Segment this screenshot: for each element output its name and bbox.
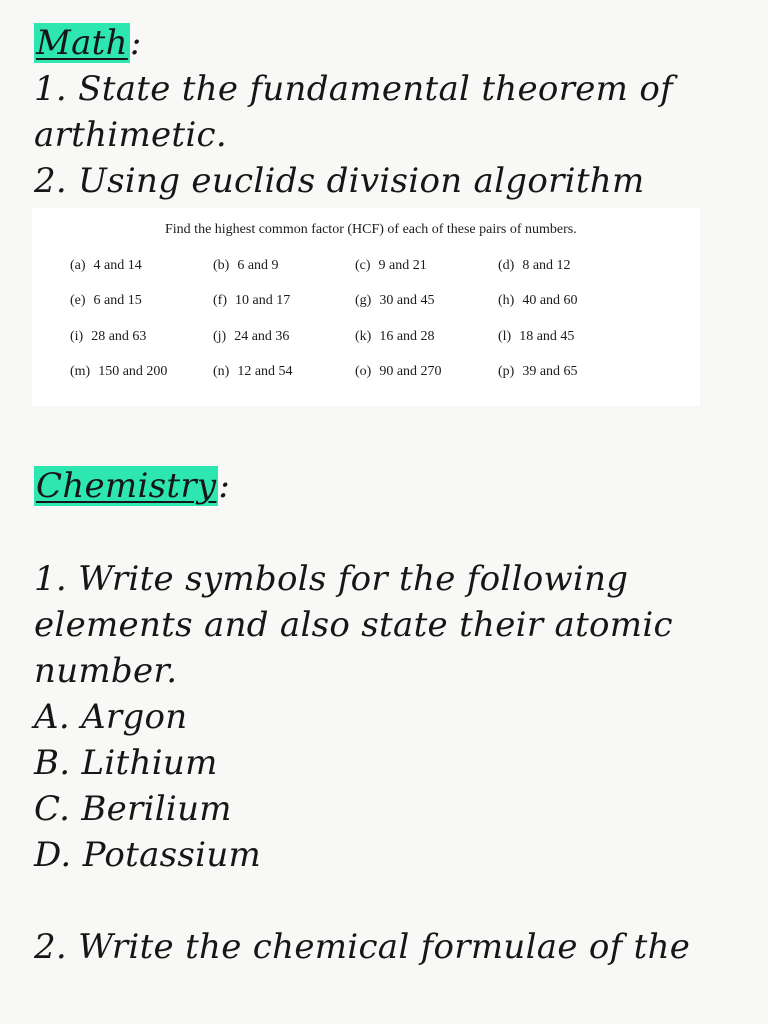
math-question-1-line-1: 1. State the fundamental theorem of — [34, 69, 673, 109]
hcf-pair-label: (h) — [498, 293, 515, 308]
hcf-pair — [355, 293, 435, 309]
chemistry-heading — [34, 463, 230, 509]
hcf-pair-label: (j) — [213, 329, 227, 344]
hcf-pair-value: 9 and 21 — [378, 258, 427, 273]
hcf-pair-value: 28 and 63 — [91, 329, 147, 344]
hcf-pair-label: (d) — [498, 258, 515, 273]
hcf-pair-value: 39 and 65 — [522, 364, 578, 379]
element-item-berilium: C. Berilium — [34, 789, 232, 829]
hcf-pair-value: 30 and 45 — [379, 293, 435, 308]
hcf-pair-value: 10 and 17 — [235, 293, 291, 308]
element-item-potassium: D. Potassium — [34, 835, 262, 875]
hcf-pair — [213, 364, 293, 380]
hcf-pair — [70, 293, 142, 309]
hcf-pair-value: 6 and 15 — [93, 293, 142, 308]
hcf-pair — [498, 258, 571, 274]
hcf-pair — [498, 293, 578, 309]
hcf-pair-value: 24 and 36 — [234, 329, 290, 344]
hcf-pair-label: (f) — [213, 293, 227, 308]
math-heading — [34, 20, 142, 66]
hcf-pair-value: 40 and 60 — [522, 293, 578, 308]
hcf-pair-label: (c) — [355, 258, 371, 273]
hcf-pair — [213, 258, 279, 274]
hcf-pair-value: 6 and 9 — [237, 258, 279, 273]
hcf-pair-value: 150 and 200 — [98, 364, 168, 379]
hcf-pair-label: (b) — [213, 258, 230, 273]
hcf-pair — [498, 329, 574, 345]
hcf-pair — [355, 364, 442, 380]
chemistry-question-1-line-2: elements and also state their atomic — [34, 605, 673, 645]
hcf-pair — [355, 329, 435, 345]
hcf-pair-value: 12 and 54 — [237, 364, 293, 379]
hcf-pair-label: (e) — [70, 293, 86, 308]
hcf-pair — [70, 258, 142, 274]
hcf-pair-value: 8 and 12 — [522, 258, 571, 273]
hcf-clipping — [32, 208, 700, 406]
hcf-pair — [70, 364, 167, 380]
hcf-pair — [213, 329, 289, 345]
hcf-pair-label: (p) — [498, 364, 515, 379]
element-item-lithium: B. Lithium — [34, 743, 218, 783]
hcf-pair-label: (k) — [355, 329, 372, 344]
math-question-1-line-2: arthimetic. — [34, 115, 228, 155]
hcf-pair-value: 90 and 270 — [379, 364, 442, 379]
hcf-pair-label: (i) — [70, 329, 84, 344]
hcf-pair — [70, 329, 146, 345]
hcf-pair-label: (o) — [355, 364, 372, 379]
hcf-pair — [213, 293, 290, 309]
chemistry-heading-colon: : — [218, 466, 231, 506]
hcf-pair-label: (g) — [355, 293, 372, 308]
hcf-pair-label: (a) — [70, 258, 86, 273]
hcf-pair-label: (l) — [498, 329, 512, 344]
chemistry-question-1-line-1: 1. Write symbols for the following — [34, 559, 629, 599]
chemistry-heading-text: Chemistry — [36, 466, 217, 506]
chemistry-question-1-line-3: number. — [34, 651, 178, 691]
hcf-pair — [355, 258, 427, 274]
hcf-clipping-title: Find the highest common factor (HCF) of each of these pairs of numbers. — [165, 222, 577, 237]
hcf-pair-label: (n) — [213, 364, 230, 379]
hcf-pair-value: 16 and 28 — [379, 329, 435, 344]
hcf-pair-label: (m) — [70, 364, 91, 379]
math-heading-text: Math — [36, 23, 128, 63]
chemistry-question-2-line-1: 2. Write the chemical formulae of the — [34, 927, 691, 967]
math-question-2-line-1: 2. Using euclids division algorithm — [34, 161, 645, 201]
hcf-pair-value: 4 and 14 — [93, 258, 142, 273]
element-item-argon: A. Argon — [34, 697, 188, 737]
hcf-pair — [498, 364, 578, 380]
hcf-pair-value: 18 and 45 — [519, 329, 575, 344]
math-heading-colon: : — [129, 23, 142, 63]
